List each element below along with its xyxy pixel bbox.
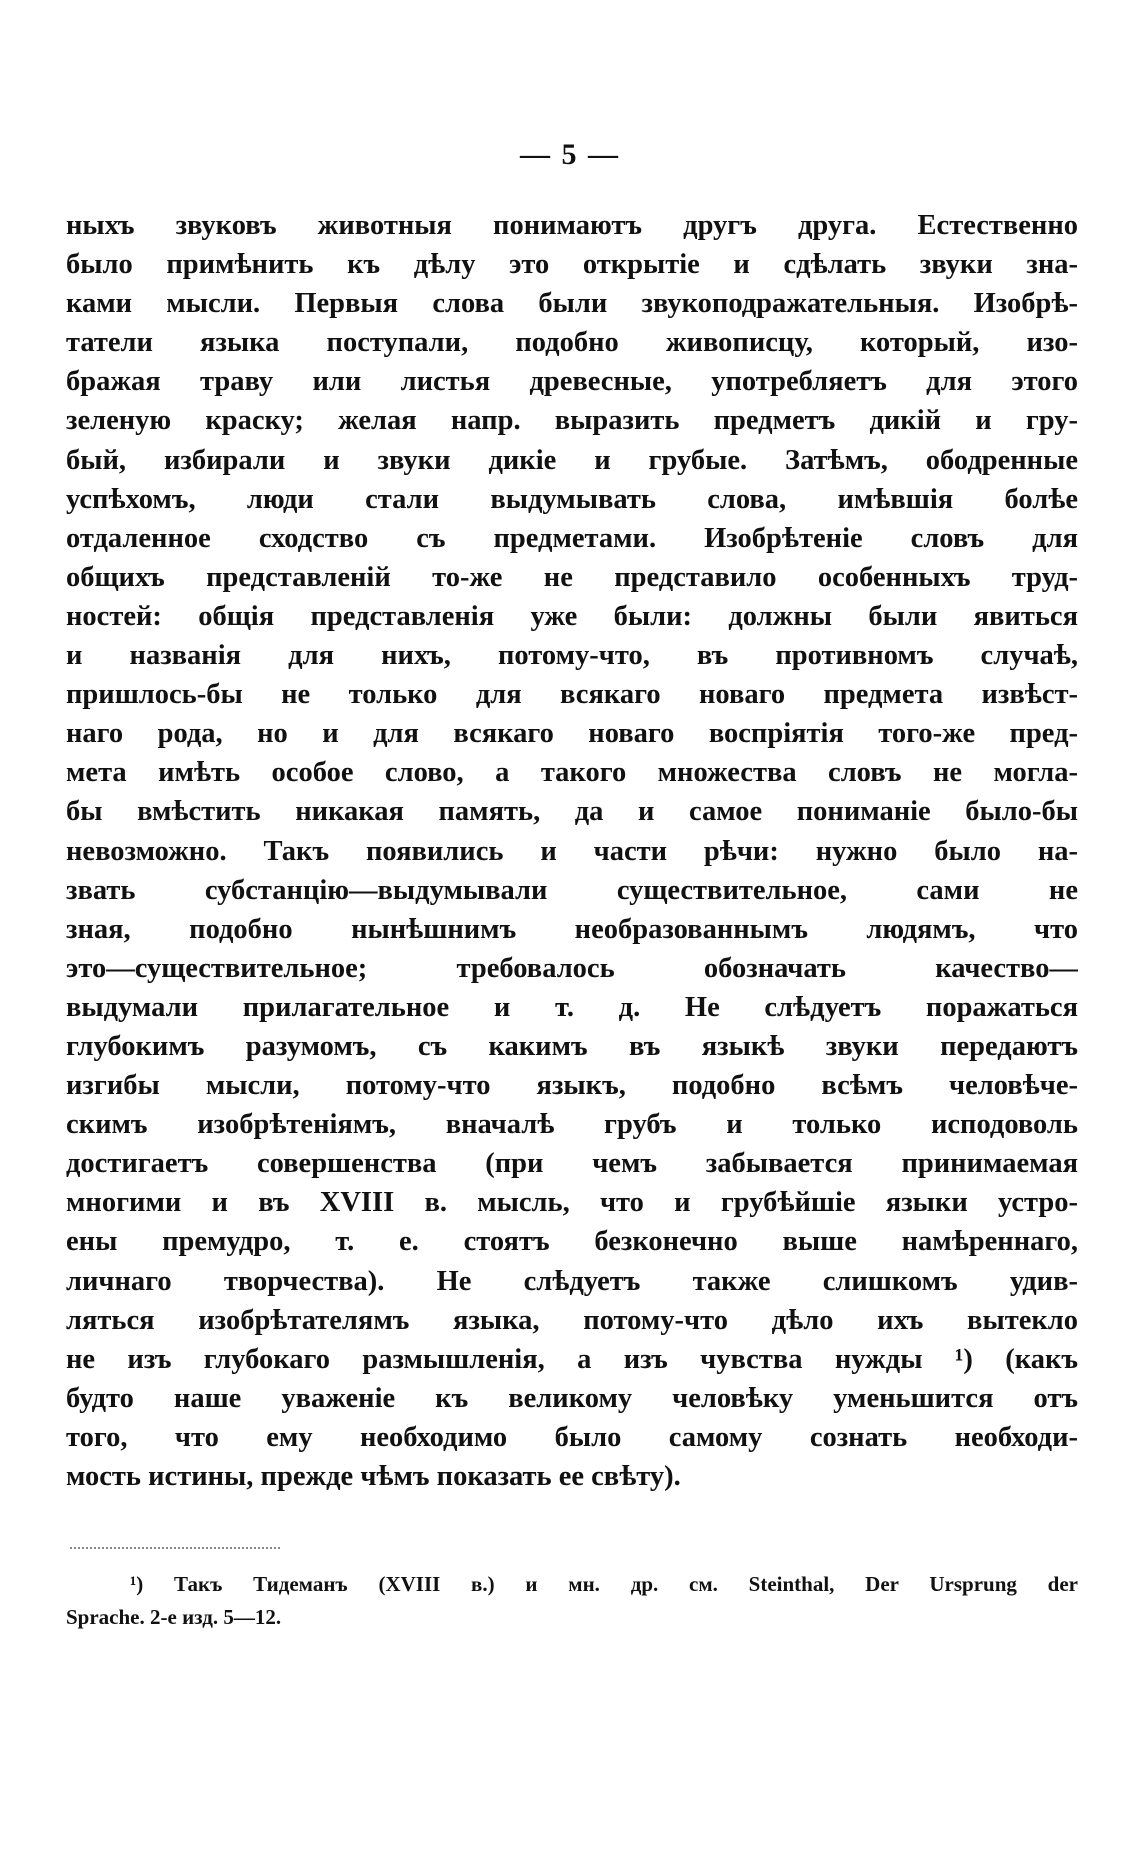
text-line: скимъ изобрѣтеніямъ, вначалѣ грубъ и только исподоволь [66, 1109, 1078, 1141]
text-line: зная, подобно нынѣшнимъ необразованнымъ людямъ, что [66, 913, 1078, 945]
text-line: ностей: общія представленія уже были: должны были явиться [66, 600, 1078, 632]
text-line: не изъ глубокаго размышленія, а изъ чувства нужды ¹) (какъ [66, 1343, 1078, 1375]
text-line: мета имѣть особое слово, а такого множества словъ не могла- [66, 757, 1078, 789]
text-line: звать субстанцію—выдумывали существительное, сами не [66, 874, 1078, 906]
footnote-separator [70, 1547, 280, 1549]
text-line: бы вмѣстить никакая память, да и самое пониманіе было-бы [66, 796, 1078, 828]
body-text [66, 206, 1078, 1496]
text-line: того, что ему необходимо было самому сознать необходи- [66, 1421, 1078, 1453]
text-line: многими и въ XVIII в. мысль, что и грубѣйшіе языки устро- [66, 1187, 1078, 1219]
text-line: ены премудро, т. е. стоятъ безконечно выше намѣреннаго, [66, 1226, 1078, 1258]
text-line: невозможно. Такъ появились и части рѣчи: нужно было на- [66, 835, 1078, 867]
text-line: глубокимъ разумомъ, съ какимъ въ языкѣ звуки передаютъ [66, 1030, 1078, 1062]
text-line: общихъ представленій то-же не представило особенныхъ труд- [66, 561, 1078, 593]
text-line: будто наше уваженіе къ великому человѣку уменьшится отъ [66, 1382, 1078, 1414]
text-line: наго рода, но и для всякаго новаго воспріятія того-же пред- [66, 718, 1078, 750]
footnote [66, 1568, 1078, 1634]
text-line: было примѣнить къ дѣлу это открытіе и сдѣлать звуки зна- [66, 249, 1078, 281]
footnote-line: Sprache. 2-е изд. 5—12. [66, 1605, 282, 1629]
text-line: выдумали прилагательное и т. д. Не слѣдуетъ поражаться [66, 991, 1078, 1023]
text-line: успѣхомъ, люди стали выдумывать слова, имѣвшія болѣе [66, 483, 1078, 515]
text-line: отдаленное сходство съ предметами. Изобрѣтеніе словъ для [66, 522, 1078, 554]
text-line: ляться изобрѣтателямъ языка, потому-что дѣло ихъ вытекло [66, 1304, 1078, 1336]
text-line: пришлось-бы не только для всякаго новаго предмета извѣст- [66, 679, 1078, 711]
text-line: и названія для нихъ, потому-что, въ противномъ случаѣ, [66, 640, 1078, 672]
text-line: личнаго творчества). Не слѣдуетъ также слишкомъ удив- [66, 1265, 1078, 1297]
text-line: это—существительное; требовалось обозначать качество— [66, 952, 1078, 984]
text-line: татели языка поступали, подобно живописцу, который, изо- [66, 327, 1078, 359]
text-line: бражая траву или листья древесные, употребляетъ для этого [66, 366, 1078, 398]
text-line: мость истины, прежде чѣмъ показать ее свѣту). [66, 1461, 681, 1492]
footnote-line: ¹) Такъ Тидеманъ (XVIII в.) и мн. др. см. Steinthal, Der Ursprung der [130, 1572, 1078, 1596]
text-line: ныхъ звуковъ животныя понимаютъ другъ друга. Естественно [66, 210, 1078, 241]
text-line: достигаетъ совершенства (при чемъ забывается принимаемая [66, 1148, 1078, 1180]
text-line: бый, избирали и звуки дикіе и грубые. Затѣмъ, ободренные [66, 444, 1078, 476]
page-number: — 5 — [520, 138, 620, 171]
text-line: изгибы мысли, потому-что языкъ, подобно всѣмъ человѣче- [66, 1070, 1078, 1102]
text-line: зеленую краску; желая напр. выразить предметъ дикій и гру- [66, 405, 1078, 437]
text-line: ками мысли. Первыя слова были звукоподражательныя. Изобрѣ- [66, 288, 1078, 320]
